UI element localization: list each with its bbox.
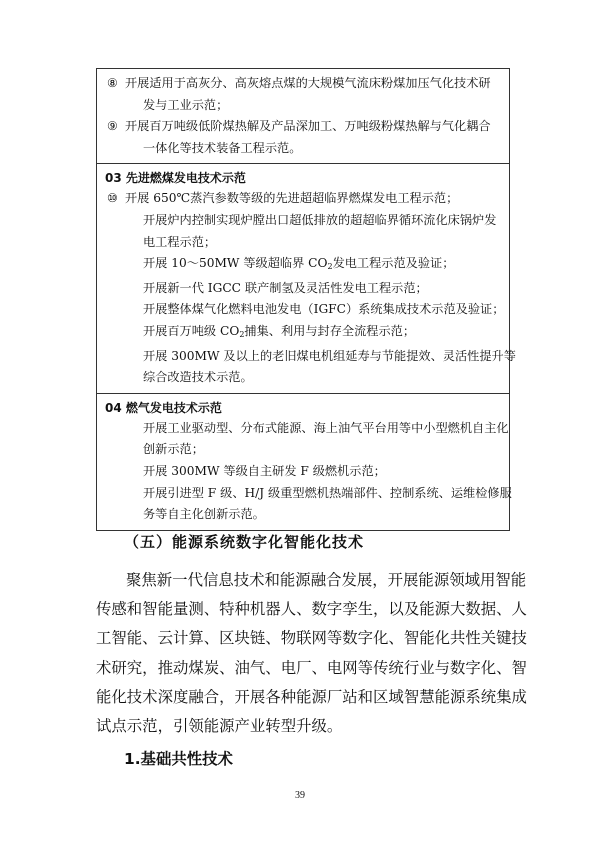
subsection-heading: 1.基础共性技术: [124, 750, 233, 768]
section-gas-power: [97, 393, 512, 530]
item-number: ⑧: [107, 76, 118, 90]
list-item: ⑩ 开展 650℃蒸汽参数等级的先进超超临界燃煤发电工程示范；: [105, 188, 501, 210]
section-coal-gasification: [97, 69, 509, 163]
paragraph-line: 聚焦新一代信息技术和能源融合发展，开展能源领域用智能: [126, 571, 527, 589]
section-coal-power: [97, 163, 516, 392]
list-item: 开展引进型 F 级、H/J 级重型燃机热端部件、控制系统、运维检修服: [143, 485, 512, 500]
list-item: ⑨ 开展百万吨级低阶煤热解及产品深加工、万吨级粉煤热解与气化耦合: [105, 116, 501, 138]
paragraph-line: 术研究，推动煤炭、油气、电厂、电网等传统行业与数字化、智: [96, 658, 527, 677]
section-title: 03 先进燃煤发电技术示范: [105, 171, 246, 186]
list-item-continuation: 创新示范；: [143, 442, 204, 457]
list-item: 开展工业驱动型、分布式能源、海上油气平台用等中小型燃机自主化: [143, 420, 509, 435]
paragraph-line: 试点示范，引领能源产业转型升级。: [96, 717, 343, 736]
paragraph-line: 能化技术深度融合，开展各种能源厂站和区域智慧能源系统集成: [96, 687, 527, 706]
body-paragraph: [96, 566, 527, 741]
list-item-continuation: 一体化等技术装备工程示范。: [143, 140, 302, 155]
demonstration-table: [96, 68, 516, 531]
list-item: 开展整体煤气化燃料电池发电（IGFC）系统集成技术示范及验证；: [143, 302, 505, 317]
list-item-continuation: 发与工业示范；: [143, 97, 229, 112]
list-item: ⑧ 开展适用于高灰分、高灰熔点煤的大规模气流床粉煤加压气化技术研: [105, 73, 501, 95]
paragraph-line: 工智能、云计算、区块链、物联网等数字化、智能化共性关键技: [96, 629, 527, 648]
item-number: ⑩: [107, 191, 118, 206]
section-heading: （五）能源系统数字化智能化技术: [124, 533, 365, 551]
list-item-continuation: 电工程示范；: [143, 234, 217, 249]
list-item: 开展百万吨级 $CO_2$捕集、利用与封存全流程示范；: [143, 323, 416, 339]
list-item: 开展炉内控制实现炉膛出口超低排放的超超临界循环流化床锅炉发: [143, 212, 497, 227]
page-number: 39: [295, 790, 305, 801]
section-title: 04 燃气发电技术示范: [105, 400, 222, 415]
list-item-continuation: 综合改造技术示范。: [143, 370, 253, 385]
list-item: 开展 10～50MW 等级超临界 $CO_2$发电工程示范及验证；: [143, 256, 455, 272]
list-item: 开展新一代 IGCC 联产制氢及灵活性发电工程示范；: [143, 280, 428, 295]
paragraph-line: 传感和智能量测、特种机器人、数字孪生，以及能源大数据、人: [96, 600, 527, 619]
list-item-continuation: 务等自主化创新示范。: [143, 507, 265, 522]
list-item: 开展 300MW 等级自主研发 F 级燃机示范；: [143, 463, 386, 478]
item-number: ⑨: [107, 119, 118, 134]
list-item: 开展 300MW 及以上的老旧煤电机组延寿与节能提效、灵活性提升等: [143, 348, 516, 363]
